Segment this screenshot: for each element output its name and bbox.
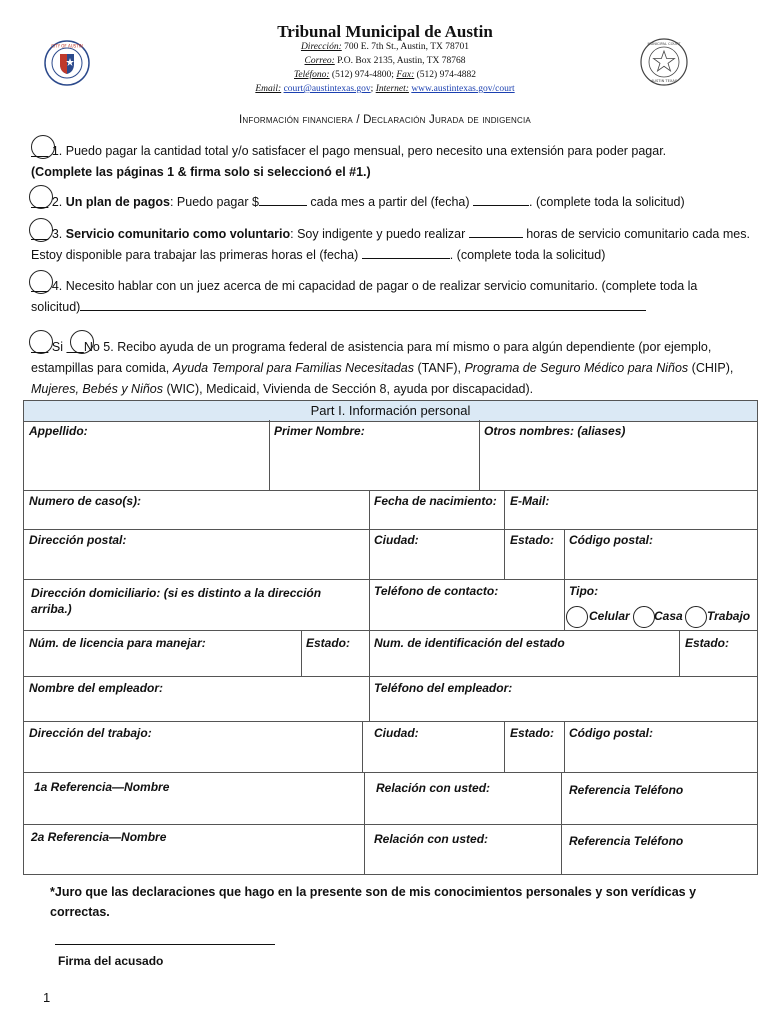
- option-4-text: 4. Necesito hablar con un juez acerca de mi capacidad de pagar o de realizar servicio comunitario. (complete toda la: [51, 279, 698, 293]
- option-5-wic: Mujeres, Bebés y Niños: [31, 382, 164, 396]
- sworn-declaration: *Juro que las declaraciones que hago en la presente son de mis conocimientos personales y son verídicas y correctas.: [50, 885, 697, 919]
- email-label: Email:: [255, 84, 282, 94]
- work-city-label: Ciudad:: [374, 726, 419, 740]
- city-label: Ciudad:: [374, 533, 419, 547]
- mailing-address-label: Dirección postal:: [29, 533, 127, 547]
- option-3-text-d: . (complete toda la solicitud): [449, 248, 606, 262]
- work-zip-label: Código postal:: [569, 726, 653, 740]
- email-link[interactable]: court@austintexas.gov: [283, 84, 371, 94]
- payment-start-date-field[interactable]: [473, 194, 529, 206]
- option-3-text-b: horas de servicio comunitario cada mes.: [526, 227, 750, 241]
- mail-value: P.O. Box 2135, Austin, TX 78768: [337, 56, 466, 66]
- option-5-text-b5: (CHIP),: [691, 361, 734, 375]
- option-5-tanf: Ayuda Temporal para Familias Necesitadas: [172, 361, 414, 375]
- reference-2-name-label: 2a Referencia—Nombre: [31, 830, 167, 844]
- website-link[interactable]: www.austintexas.gov/court: [411, 84, 515, 94]
- aliases-label: Otros nombres: (aliases): [484, 424, 626, 438]
- phone-value: (512) 974-4800;: [331, 70, 394, 80]
- work-address-label: Dirección del trabajo:: [29, 726, 152, 740]
- table-heading: Part I. Información personal: [23, 400, 758, 422]
- option-2: [31, 192, 751, 213]
- internet-label: Internet:: [375, 84, 409, 94]
- employer-name-label: Nombre del empleador:: [29, 681, 164, 695]
- personal-info-table: [23, 400, 758, 874]
- page-number: 1: [43, 990, 51, 1005]
- option-3: [31, 224, 756, 266]
- option-3-text-a: : Soy indigente y puedo realizar: [290, 227, 466, 241]
- option-2-num: 2.: [51, 195, 63, 209]
- option-4-text-b: solicitud): [31, 300, 81, 314]
- home-address-label: Dirección domiciliario: (si es distinto a la dirección arriba.): [31, 586, 322, 616]
- option-4: [31, 276, 756, 318]
- reference-2-phone-label: Referencia Teléfono: [569, 834, 684, 848]
- option-1-text: 1. Puedo pagar la cantidad total y/o satisfacer el pago mensual, pero necesito una extensión para poder pagar.: [51, 144, 667, 158]
- phone-type-label: Tipo:: [569, 584, 599, 598]
- option-2-title: Un plan de pagos: [65, 195, 170, 209]
- state-id-state-label: Estado:: [685, 636, 730, 650]
- reference-1-name-label: 1a Referencia—Nombre: [34, 780, 170, 794]
- option-5: [31, 337, 756, 400]
- phone-type-cell-label: Celular: [589, 609, 630, 623]
- email-label-field: E-Mail:: [510, 494, 550, 508]
- option-2-text-b: cada mes a partir del (fecha): [310, 195, 470, 209]
- mail-label: Correo:: [304, 56, 335, 66]
- phone-type-home-radio[interactable]: [633, 606, 655, 628]
- contact-line: Email: court@austintexas.gov; Internet: www.austintexas.gov/court: [255, 84, 515, 94]
- fax-label: Fax:: [396, 70, 415, 80]
- section-title: Información financiera / Declaración Jurada de indigencia: [239, 114, 531, 126]
- court-title: Tribunal Municipal de Austin: [277, 22, 493, 41]
- birth-date-label: Fecha de nacimiento:: [374, 494, 497, 508]
- payment-amount-field[interactable]: [259, 194, 307, 206]
- mail-line: [0, 56, 770, 66]
- phone-label: Teléfono:: [294, 70, 330, 80]
- option-1-note: (Complete las páginas 1 & firma solo si seleccionó el #1.): [31, 165, 371, 179]
- option-5-text-b3: (TANF),: [417, 361, 461, 375]
- reference-1-relation-label: Relación con usted:: [376, 781, 491, 795]
- option-5-text-b1: estampillas para comida,: [31, 361, 170, 375]
- option-5-no-label: No 5.: [83, 340, 114, 354]
- phone-type-work-radio[interactable]: [685, 606, 707, 628]
- signature-line[interactable]: [55, 944, 275, 945]
- option-5-yes-label: Si: [51, 340, 63, 354]
- option-2-text-c: . (complete toda la solicitud): [529, 195, 685, 209]
- reference-2-relation-label: Relación con usted:: [374, 832, 489, 846]
- option-3-text-c: Estoy disponible para trabajar las primeras horas el (fecha): [31, 248, 359, 262]
- case-number-label: Numero de caso(s):: [29, 494, 142, 508]
- service-hours-field[interactable]: [469, 226, 523, 238]
- reference-1-phone-label: Referencia Teléfono: [569, 783, 684, 797]
- fax-value: (512) 974-4882: [416, 70, 476, 80]
- service-start-date-field[interactable]: [362, 247, 450, 259]
- employer-phone-label: Teléfono del empleador:: [374, 681, 513, 695]
- first-name-label: Primer Nombre:: [274, 424, 365, 438]
- option-2-text-a: : Puedo pagar $: [169, 195, 259, 209]
- phone-type-home-label: Casa: [654, 609, 683, 623]
- zip-code-label: Código postal:: [569, 533, 653, 547]
- option-3-num: 3.: [51, 227, 63, 241]
- option-5-chip: Programa de Seguro Médico para Niños: [464, 361, 689, 375]
- option-5-text-a: Recibo ayuda de un programa federal de asistencia para mí mismo o para algún dependiente (por ejemplo,: [117, 340, 712, 354]
- option-5-text-c2: (WIC), Medicaid, Vivienda de Sección 8, ayuda por discapacidad).: [166, 382, 534, 396]
- svg-text:AUSTIN TEXAS: AUSTIN TEXAS: [650, 79, 678, 83]
- phone-type-cell-radio[interactable]: [566, 606, 588, 628]
- last-name-label: Appellido:: [29, 424, 88, 438]
- address-line: [0, 42, 770, 52]
- license-number-label: Núm. de licencia para manejar:: [29, 636, 206, 650]
- contact-phone-label: Teléfono de contacto:: [374, 584, 499, 598]
- address-value: 700 E. 7th St., Austin, TX 78701: [344, 42, 470, 52]
- phone-type-work-label: Trabajo: [707, 609, 751, 623]
- signature-label: Firma del acusado: [58, 954, 164, 968]
- state-label: Estado:: [510, 533, 555, 547]
- license-state-label: Estado:: [306, 636, 351, 650]
- svg-text:CITY OF AUSTIN: CITY OF AUSTIN: [51, 43, 83, 49]
- judge-request-field[interactable]: [80, 299, 646, 311]
- option-1: [31, 141, 751, 183]
- work-state-label: Estado:: [510, 726, 555, 740]
- svg-text:MUNICIPAL COURT: MUNICIPAL COURT: [647, 42, 681, 46]
- phone-line: [0, 70, 770, 80]
- state-id-label: Num. de identificación del estado: [374, 636, 565, 650]
- option-3-title: Servicio comunitario como voluntario: [65, 227, 291, 241]
- address-label: Dirección:: [300, 42, 342, 52]
